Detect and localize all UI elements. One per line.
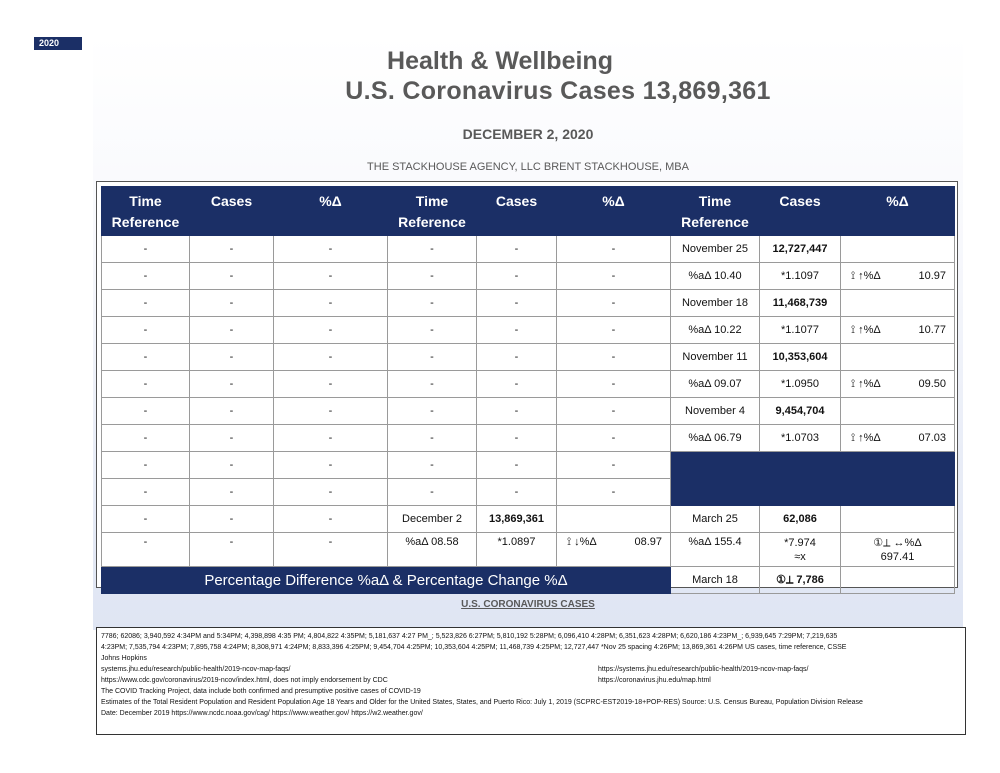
change-cell	[557, 533, 671, 567]
change-cell	[841, 506, 955, 533]
table-cell: -	[477, 317, 557, 344]
table-cell: -	[274, 533, 388, 567]
change-cell	[557, 506, 671, 533]
col-header: Time Reference	[671, 187, 760, 236]
filled-cell	[841, 452, 955, 479]
time-reference-cell: November 25	[671, 236, 760, 263]
table-cell: -	[388, 263, 477, 290]
col-header: %Δ	[274, 187, 388, 236]
table-cell: -	[274, 344, 388, 371]
notes-line: 7786; 62086; 3,940,592 4:34PM and 5:34PM; 4,398,898 4:35 PM; 4,804,822 4:35PM; 5,181,637 4:27 PM_; 5,523,826 6:27PM; 5,810,192 5:28PM; 6,096,410 4:28PM; 6,351,623 4:28PM; 6,620,186 4:23PM_; 6,939,645 7:29PM; 7,219,635	[101, 633, 838, 640]
table-row	[102, 371, 955, 398]
change-cell	[841, 567, 955, 594]
left-right-arrow-icon: ①⟂ ↔%Δ	[873, 537, 922, 549]
time-reference-cell: November 18	[671, 290, 760, 317]
change-cell	[841, 344, 955, 371]
table-cell: -	[477, 425, 557, 452]
col-header: Cases	[190, 187, 274, 236]
table-cell: -	[102, 452, 190, 479]
table-cell: -	[102, 263, 190, 290]
table-cell: -	[557, 263, 671, 290]
change-value: 09.50	[918, 377, 946, 390]
table-cell: -	[477, 236, 557, 263]
table-cell: -	[274, 371, 388, 398]
multiplier-cell: *1.1077	[760, 317, 841, 344]
filled-cell	[760, 479, 841, 506]
filled-cell	[671, 452, 760, 479]
notes-line: Johns Hopkins	[101, 655, 147, 662]
col-header: Cases	[760, 187, 841, 236]
table-cell: -	[190, 452, 274, 479]
change-cell	[841, 371, 955, 398]
notes-line: The COVID Tracking Project, data include both confirmed and presumptive positive cases of COVID-19	[101, 688, 421, 695]
table-cell: -	[274, 290, 388, 317]
table-cell: -	[190, 290, 274, 317]
percentage-legend: Percentage Difference %aΔ & Percentage Change %Δ	[102, 567, 671, 594]
table-cell: -	[388, 317, 477, 344]
pct-diff-cell: %aΔ 10.22	[671, 317, 760, 344]
table-cell: -	[477, 452, 557, 479]
col-header: Time Reference	[388, 187, 477, 236]
table-row	[102, 567, 955, 594]
multiplier-cell: *1.0703	[760, 425, 841, 452]
notes-line: Estimates of the Total Resident Population and Resident Population Age 18 Years and Older for the United States, States, and Puerto Rico: July 1, 2019 (SCPRC-EST2019-18+POP-RES) Source: U.S. Census Bureau, Population Division Release	[101, 699, 863, 706]
cases-cell: ①⟂ 7,786	[760, 567, 841, 594]
page-subtitle: U.S. Coronavirus Cases 13,869,361	[345, 77, 771, 105]
agency-line: THE STACKHOUSE AGENCY, LLC BRENT STACKHOUSE, MBA	[367, 161, 689, 173]
table-row	[102, 236, 955, 263]
source-notes	[96, 627, 966, 735]
multiplier-cell: *1.1097	[760, 263, 841, 290]
time-reference-cell: March 18	[671, 567, 760, 594]
notes-line: Date: December 2019 https://www.ncdc.noaa.gov/cag/ https://www.weather.gov/ https://w2.weather.gov/	[101, 710, 423, 717]
table-cell: -	[477, 398, 557, 425]
table-cell: -	[102, 425, 190, 452]
table-cell: -	[388, 479, 477, 506]
table-cell: -	[557, 452, 671, 479]
table-cell: -	[477, 479, 557, 506]
source-link[interactable]: https://coronavirus.jhu.edu/map.html	[598, 677, 711, 684]
table-cell: -	[102, 398, 190, 425]
table-cell: -	[190, 263, 274, 290]
table-cell: -	[557, 371, 671, 398]
table-row	[102, 452, 955, 479]
change-cell	[841, 290, 955, 317]
table-row	[102, 425, 955, 452]
change-cell	[841, 236, 955, 263]
table-cell: -	[102, 344, 190, 371]
table-row	[102, 290, 955, 317]
table-cell: -	[557, 290, 671, 317]
table-cell: -	[102, 236, 190, 263]
col-header: Cases	[477, 187, 557, 236]
table-row	[102, 506, 955, 533]
cases-cell: 12,727,447	[760, 236, 841, 263]
table-cell: -	[190, 371, 274, 398]
table-cell: -	[274, 452, 388, 479]
source-link[interactable]: systems.jhu.edu/research/public-health/2019-ncov-map-faqs/	[101, 666, 291, 673]
change-cell	[841, 533, 955, 567]
change-value: 08.97	[634, 536, 662, 548]
multiplier-cell	[760, 533, 841, 567]
table-cell: -	[274, 263, 388, 290]
table-cell: -	[102, 371, 190, 398]
source-link[interactable]: https://systems.jhu.edu/research/public-health/2019-ncov-map-faqs/	[598, 666, 809, 673]
change-value: 07.03	[918, 431, 946, 444]
up-arrow-icon: ⟟ ↑%Δ	[851, 377, 881, 390]
table-cell: -	[274, 506, 388, 533]
change-cell	[841, 398, 955, 425]
table-row	[102, 398, 955, 425]
pct-diff-cell: %aΔ 09.07	[671, 371, 760, 398]
col-header: Time Reference	[102, 187, 190, 236]
notes-line: 4:23PM; 7,535,794 4:23PM; 7,895,758 4:24PM; 8,308,971 4:24PM; 8,833,396 4:25PM; 9,454,704 4:25PM; 10,353,604 4:25PM; 11,468,739 4:25PM; 12,727,447 *Nov 25 spacing 4:26PM; 13,869,361 4:26PM US cases, time reference, CSSE	[101, 644, 847, 651]
table-cell: -	[102, 290, 190, 317]
change-value: 10.97	[918, 269, 946, 282]
table-cell: -	[477, 371, 557, 398]
pct-diff-cell: %aΔ 08.58	[388, 533, 477, 567]
pct-diff-cell: %aΔ 10.40	[671, 263, 760, 290]
table-cell: -	[388, 236, 477, 263]
table-cell: -	[190, 236, 274, 263]
table-cell: -	[388, 371, 477, 398]
up-arrow-icon: ⟟ ↑%Δ	[851, 269, 881, 282]
table-cell: -	[274, 398, 388, 425]
pct-diff-cell: %aΔ 155.4	[671, 533, 760, 567]
cases-cell: 9,454,704	[760, 398, 841, 425]
table-cell: -	[102, 506, 190, 533]
report-date: DECEMBER 2, 2020	[462, 126, 594, 142]
cases-cell: 62,086	[760, 506, 841, 533]
change-value: 10.77	[918, 323, 946, 336]
multiplier-cell: *1.0897	[477, 533, 557, 567]
filled-cell	[671, 479, 760, 506]
col-header: %Δ	[557, 187, 671, 236]
table-header-row	[102, 187, 955, 236]
table-cell: -	[190, 533, 274, 567]
multiplier-cell: *1.0950	[760, 371, 841, 398]
table-row	[102, 317, 955, 344]
table-cell: -	[274, 236, 388, 263]
change-cell	[841, 425, 955, 452]
table-cell: -	[388, 452, 477, 479]
table-cell: -	[557, 479, 671, 506]
cases-cell: 13,869,361	[477, 506, 557, 533]
table-cell: -	[388, 398, 477, 425]
table-cell: -	[190, 479, 274, 506]
up-arrow-icon: ⟟ ↑%Δ	[851, 431, 881, 444]
table-cell: -	[190, 344, 274, 371]
table-row	[102, 533, 955, 567]
notes-line	[101, 664, 961, 675]
time-reference-cell: December 2	[388, 506, 477, 533]
table-cell: -	[557, 344, 671, 371]
table-cell: -	[190, 398, 274, 425]
table-cell: -	[557, 236, 671, 263]
cases-table	[101, 186, 955, 594]
filled-cell	[760, 452, 841, 479]
table-cell: -	[274, 479, 388, 506]
table-cell: -	[102, 479, 190, 506]
pct-diff-cell: %aΔ 06.79	[671, 425, 760, 452]
table-row	[102, 344, 955, 371]
table-cell: -	[190, 425, 274, 452]
table-cell: -	[190, 506, 274, 533]
table-row	[102, 263, 955, 290]
filled-cell	[841, 479, 955, 506]
table-cell: -	[388, 344, 477, 371]
table-cell: -	[477, 263, 557, 290]
table-cell: -	[477, 290, 557, 317]
time-reference-cell: November 11	[671, 344, 760, 371]
footer-title: U.S. CORONAVIRUS CASES	[461, 599, 595, 610]
source-link[interactable]: https://www.cdc.gov/coronavirus/2019-ncov/index.html, does not imply endorsement by CDC	[101, 677, 388, 684]
table-cell: -	[274, 317, 388, 344]
time-reference-cell: March 25	[671, 506, 760, 533]
table-cell: -	[557, 398, 671, 425]
table-cell: -	[102, 317, 190, 344]
page-title: Health & Wellbeing	[387, 47, 613, 75]
table-cell: -	[557, 317, 671, 344]
cases-cell: 11,468,739	[760, 290, 841, 317]
up-arrow-icon: ⟟ ↑%Δ	[851, 323, 881, 336]
year-badge: 2020	[34, 37, 82, 50]
table-row	[102, 479, 955, 506]
change-cell	[841, 263, 955, 290]
notes-line	[101, 675, 961, 686]
change-value: 697.41	[880, 551, 915, 563]
time-reference-cell: November 4	[671, 398, 760, 425]
table-cell: -	[102, 533, 190, 567]
cases-cell: 10,353,604	[760, 344, 841, 371]
col-header: %Δ	[841, 187, 955, 236]
table-cell: -	[557, 425, 671, 452]
approx-label: ≈x	[794, 551, 806, 563]
change-cell	[841, 317, 955, 344]
down-arrow-icon: ⟟ ↓%Δ	[567, 536, 597, 548]
multiplier-value: *7.974	[784, 537, 816, 549]
table-cell: -	[388, 425, 477, 452]
table-cell: -	[190, 317, 274, 344]
table-cell: -	[477, 344, 557, 371]
table-cell: -	[388, 290, 477, 317]
table-cell: -	[274, 425, 388, 452]
